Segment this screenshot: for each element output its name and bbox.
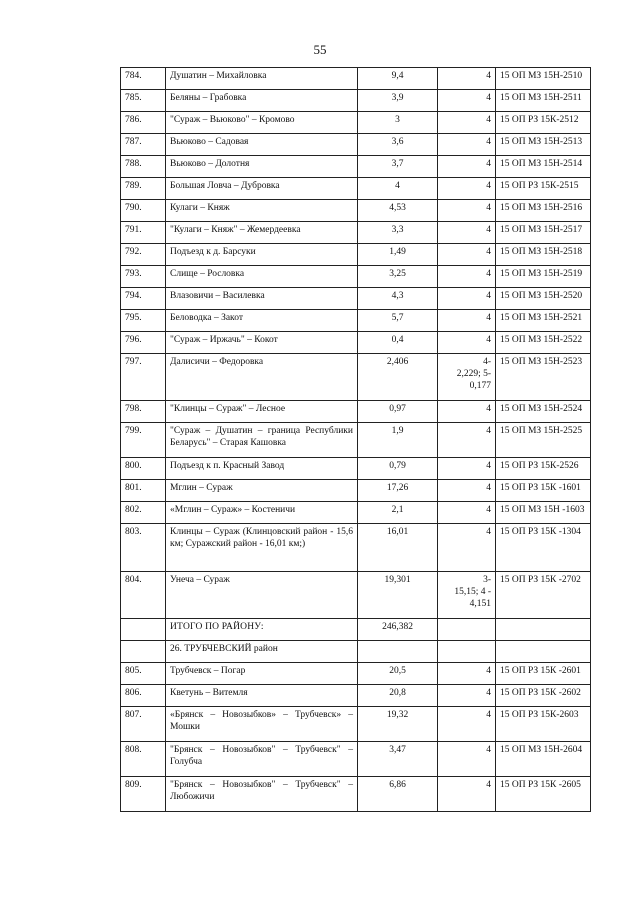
table-row [121, 480, 591, 502]
road-code-cell: 15 ОП МЗ 15Н-2511 [496, 90, 591, 112]
road-name-cell: Беловодка – Закот [166, 310, 358, 332]
row-number-cell: 788. [121, 156, 166, 178]
category-cell: 4 [438, 156, 496, 178]
road-name-cell: Далисичи – Федоровка [166, 354, 358, 401]
road-name-cell: "Сураж – Иржачь" – Кокот [166, 332, 358, 354]
road-name-cell: «Мглин – Сураж» – Костеничи [166, 502, 358, 524]
table-row [121, 742, 591, 777]
road-code-cell: 15 ОП РЗ 15К-2512 [496, 112, 591, 134]
length-cell: 4,53 [358, 200, 438, 222]
road-code-cell: 15 ОП МЗ 15Н-2523 [496, 354, 591, 401]
category-cell: 4 [438, 178, 496, 200]
road-name-cell: Беляны – Грабовка [166, 90, 358, 112]
row-number-cell: 792. [121, 244, 166, 266]
road-name-cell: Подъезд к д. Барсуки [166, 244, 358, 266]
road-code-cell: 15 ОП РЗ 15К -2601 [496, 663, 591, 685]
category-cell: 4 [438, 288, 496, 310]
road-name-cell: Вьюково – Долотня [166, 156, 358, 178]
road-name-cell: 26. ТРУБЧЕВСКИЙ район [166, 641, 358, 663]
table-row [121, 112, 591, 134]
length-cell: 2,406 [358, 354, 438, 401]
page-number: 55 [313, 42, 327, 57]
category-cell: 4 [438, 332, 496, 354]
road-code-cell: 15 ОП МЗ 15Н-2517 [496, 222, 591, 244]
length-cell: 1,49 [358, 244, 438, 266]
road-name-cell: "Сураж – Душатин – граница Республики Беларусь" – Старая Кашовка [166, 423, 358, 458]
row-number-cell: 787. [121, 134, 166, 156]
table-row [121, 310, 591, 332]
length-cell: 0,97 [358, 401, 438, 423]
row-number-cell: 791. [121, 222, 166, 244]
length-cell: 3 [358, 112, 438, 134]
category-cell: 4 [438, 777, 496, 812]
table-row [121, 777, 591, 812]
road-name-cell: Трубчевск – Погар [166, 663, 358, 685]
table-row [121, 524, 591, 572]
road-name-cell: Большая Ловча – Дубровка [166, 178, 358, 200]
category-cell: 4 [438, 663, 496, 685]
table-row [121, 707, 591, 742]
length-cell: 4,3 [358, 288, 438, 310]
section-header-row [121, 641, 591, 663]
row-number-cell: 801. [121, 480, 166, 502]
roads-table-body [121, 68, 591, 812]
table-row [121, 401, 591, 423]
category-cell: 4 [438, 112, 496, 134]
category-cell: 4 [438, 244, 496, 266]
row-number-cell: 784. [121, 68, 166, 90]
length-cell: 4 [358, 178, 438, 200]
length-cell: 0,79 [358, 458, 438, 480]
row-number-cell: 786. [121, 112, 166, 134]
road-name-cell: "Клинцы – Сураж" – Лесное [166, 401, 358, 423]
category-cell: 4 [438, 480, 496, 502]
category-cell [438, 619, 496, 641]
row-number-cell: 809. [121, 777, 166, 812]
road-name-cell: Влазовичи – Василевка [166, 288, 358, 310]
category-cell: 4 [438, 742, 496, 777]
length-cell [358, 641, 438, 663]
length-cell: 19,32 [358, 707, 438, 742]
row-number-cell: 785. [121, 90, 166, 112]
row-number-cell: 802. [121, 502, 166, 524]
length-cell: 6,86 [358, 777, 438, 812]
road-code-cell: 15 ОП МЗ 15Н-2510 [496, 68, 591, 90]
road-code-cell: 15 ОП МЗ 15Н-2516 [496, 200, 591, 222]
category-cell: 4 [438, 266, 496, 288]
row-number-cell: 795. [121, 310, 166, 332]
length-cell: 246,382 [358, 619, 438, 641]
road-code-cell: 15 ОП МЗ 15Н-2524 [496, 401, 591, 423]
table-row [121, 332, 591, 354]
road-code-cell: 15 ОП РЗ 15К-2526 [496, 458, 591, 480]
road-code-cell [496, 641, 591, 663]
row-number-cell: 805. [121, 663, 166, 685]
length-cell: 17,26 [358, 480, 438, 502]
length-cell: 20,5 [358, 663, 438, 685]
road-name-cell: Мглин – Сураж [166, 480, 358, 502]
length-cell: 3,3 [358, 222, 438, 244]
road-name-cell: ИТОГО ПО РАЙОНУ: [166, 619, 358, 641]
road-code-cell: 15 ОП РЗ 15К-2603 [496, 707, 591, 742]
category-cell: 4 [438, 458, 496, 480]
length-cell: 19,301 [358, 572, 438, 619]
row-number-cell: 804. [121, 572, 166, 619]
length-cell: 3,25 [358, 266, 438, 288]
length-cell: 5,7 [358, 310, 438, 332]
length-cell: 20,8 [358, 685, 438, 707]
row-number-cell: 790. [121, 200, 166, 222]
table-row [121, 68, 591, 90]
road-name-cell: Унеча – Сураж [166, 572, 358, 619]
row-number-cell [121, 641, 166, 663]
length-cell: 9,4 [358, 68, 438, 90]
table-row [121, 178, 591, 200]
category-cell: 4 [438, 90, 496, 112]
category-cell: 4 [438, 423, 496, 458]
road-name-cell: Кулаги – Княж [166, 200, 358, 222]
length-cell: 3,7 [358, 156, 438, 178]
row-number-cell: 797. [121, 354, 166, 401]
length-cell: 3,6 [358, 134, 438, 156]
row-number-cell: 806. [121, 685, 166, 707]
road-code-cell: 15 ОП МЗ 15Н-2513 [496, 134, 591, 156]
road-name-cell: Подъезд к п. Красный Завод [166, 458, 358, 480]
table-row [121, 90, 591, 112]
road-name-cell: "Брянск – Новозыбков" – Трубчевск" – Любожичи [166, 777, 358, 812]
road-code-cell: 15 ОП РЗ 15К-2515 [496, 178, 591, 200]
row-number-cell: 807. [121, 707, 166, 742]
road-code-cell: 15 ОП МЗ 15Н-2518 [496, 244, 591, 266]
table-row [121, 354, 591, 401]
road-code-cell: 15 ОП МЗ 15Н-2514 [496, 156, 591, 178]
road-code-cell: 15 ОП МЗ 15Н-2525 [496, 423, 591, 458]
road-name-cell: Вьюково – Садовая [166, 134, 358, 156]
road-name-cell: Кветунь – Витемля [166, 685, 358, 707]
table-row [121, 222, 591, 244]
road-code-cell: 15 ОП РЗ 15К -1601 [496, 480, 591, 502]
category-cell: 4 [438, 222, 496, 244]
category-cell: 4 [438, 134, 496, 156]
category-cell: 4 [438, 401, 496, 423]
length-cell: 1,9 [358, 423, 438, 458]
road-code-cell: 15 ОП МЗ 15Н-2520 [496, 288, 591, 310]
category-cell [438, 641, 496, 663]
category-cell: 4- 2,229; 5- 0,177 [438, 354, 496, 401]
road-code-cell: 15 ОП МЗ 15Н-2519 [496, 266, 591, 288]
road-name-cell: "Брянск – Новозыбков" – Трубчевск" – Голубча [166, 742, 358, 777]
length-cell: 16,01 [358, 524, 438, 572]
table-row [121, 423, 591, 458]
road-name-cell: Клинцы – Сураж (Клинцовский район - 15,6 км; Суражский район - 16,01 км;) [166, 524, 358, 572]
road-code-cell: 15 ОП РЗ 15К -2605 [496, 777, 591, 812]
row-number-cell: 800. [121, 458, 166, 480]
row-number-cell: 798. [121, 401, 166, 423]
road-code-cell: 15 ОП РЗ 15К -1304 [496, 524, 591, 572]
category-cell: 4 [438, 68, 496, 90]
table-row [121, 244, 591, 266]
road-code-cell: 15 ОП МЗ 15Н -1603 [496, 502, 591, 524]
road-code-cell [496, 619, 591, 641]
table-row [121, 266, 591, 288]
length-cell: 0,4 [358, 332, 438, 354]
table-row [121, 200, 591, 222]
road-name-cell: Слище – Рословка [166, 266, 358, 288]
table-row [121, 502, 591, 524]
road-name-cell: "Сураж – Вьюково" – Кромово [166, 112, 358, 134]
road-code-cell: 15 ОП РЗ 15К -2702 [496, 572, 591, 619]
row-number-cell: 794. [121, 288, 166, 310]
road-code-cell: 15 ОП МЗ 15Н-2521 [496, 310, 591, 332]
road-name-cell: Душатин – Михайловка [166, 68, 358, 90]
table-row [121, 134, 591, 156]
category-cell: 4 [438, 502, 496, 524]
table-row [121, 685, 591, 707]
table-row [121, 572, 591, 619]
table-row [121, 663, 591, 685]
roads-table [120, 67, 591, 812]
row-number-cell: 793. [121, 266, 166, 288]
row-number-cell: 803. [121, 524, 166, 572]
length-cell: 3,9 [358, 90, 438, 112]
category-cell: 4 [438, 707, 496, 742]
table-row [121, 288, 591, 310]
road-name-cell: «Брянск – Новозыбков» – Трубчевск» – Мошки [166, 707, 358, 742]
road-code-cell: 15 ОП РЗ 15К -2602 [496, 685, 591, 707]
table-row [121, 156, 591, 178]
row-number-cell: 799. [121, 423, 166, 458]
category-cell: 4 [438, 524, 496, 572]
category-cell: 4 [438, 200, 496, 222]
table-row [121, 458, 591, 480]
row-number-cell: 789. [121, 178, 166, 200]
length-cell: 2,1 [358, 502, 438, 524]
road-code-cell: 15 ОП МЗ 15Н-2604 [496, 742, 591, 777]
category-cell: 4 [438, 310, 496, 332]
row-number-cell [121, 619, 166, 641]
row-number-cell: 796. [121, 332, 166, 354]
category-cell: 3- 15,15; 4 - 4,151 [438, 572, 496, 619]
length-cell: 3,47 [358, 742, 438, 777]
road-name-cell: "Кулаги – Княж" – Жемердеевка [166, 222, 358, 244]
row-number-cell: 808. [121, 742, 166, 777]
road-code-cell: 15 ОП МЗ 15Н-2522 [496, 332, 591, 354]
total-row [121, 619, 591, 641]
category-cell: 4 [438, 685, 496, 707]
